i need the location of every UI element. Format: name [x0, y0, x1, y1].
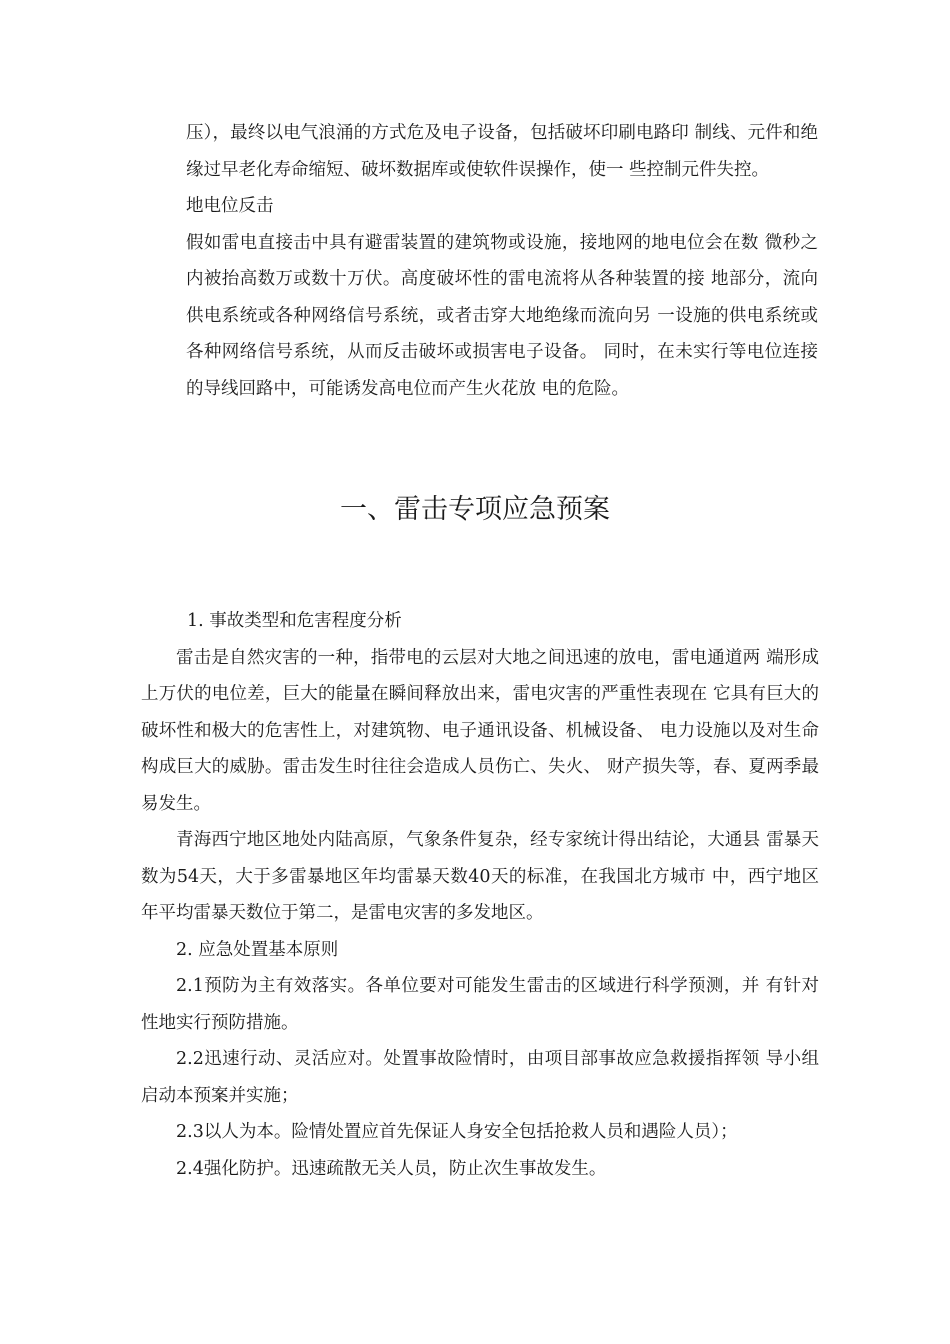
section2-item-3: 2.3以人为本。险情处置应首先保证人身安全包括抢救人员和遇险人员）；	[176, 1122, 738, 1142]
section2-item-4: 2.4强化防护。迅速疏散无关人员，防止次生事故发生。	[176, 1158, 607, 1179]
section1-paragraph-1: 雷击是自然灾害的一种，指带电的云层对大地之间迅速的放电，雷电通道两 端形成上万伏的电位差，巨大的能量在瞬间释放出来，雷电灾害的严重性表现在 它具有巨大的破坏性和极大的危害性上，对建筑物、电子通讯设备、机械设备、 电力设施以及对生命构成巨大的威胁。雷击发生时往往会造成人员伤亡、失火、 财产损失等，春、夏两季最易发生。	[141, 647, 819, 814]
section-heading: 一、雷击专项应急预案	[340, 494, 610, 525]
intro-paragraph-1: 压），最终以电气浪涌的方式危及电子设备，包括破坏印刷电路印 制线、元件和绝缘过早老化寿命缩短、破坏数据库或使软件误操作，使一 些控制元件失控。	[186, 123, 818, 180]
section2-item-1: 2.1预防为主有效落实。各单位要对可能发生雷击的区域进行科学预测，并 有针对性地实行预防措施。	[141, 976, 819, 1033]
section1-title: 1. 事故类型和危害程度分析	[187, 611, 402, 631]
body-section	[141, 603, 819, 1187]
intro-section	[186, 115, 818, 407]
section2-item-2: 2.2迅速行动、灵活应对。处置事故险情时，由项目部事故应急救援指挥领 导小组启动本预案并实施；	[141, 1049, 819, 1106]
section1-paragraph-2: 青海西宁地区地处内陆高原，气象条件复杂，经专家统计得出结论，大通县 雷暴天数为54天，大于多雷暴地区年均雷暴天数40天的标准，在我国北方城市 中，西宁地区年平均雷暴天数位于第二，是雷电灾害的多发地区。	[141, 830, 819, 923]
intro-subheading: 地电位反击	[186, 196, 274, 216]
intro-paragraph-2: 假如雷电直接击中具有避雷装置的建筑物或设施，接地网的地电位会在数 微秒之内被抬高数万或数十万伏。高度破坏性的雷电流将从各种装置的接 地部分，流向供电系统或各种网络信号系统，或者击穿大地绝缘而流向另 一设施的供电系统或各种网络信号系统，从而反击破坏或损害电子设备。 同时，在未实行等电位连接的导线回路中，可能诱发高电位而产生火花放 电的危险。	[186, 232, 818, 399]
section2-title: 2. 应急处置基本原则	[176, 939, 339, 960]
